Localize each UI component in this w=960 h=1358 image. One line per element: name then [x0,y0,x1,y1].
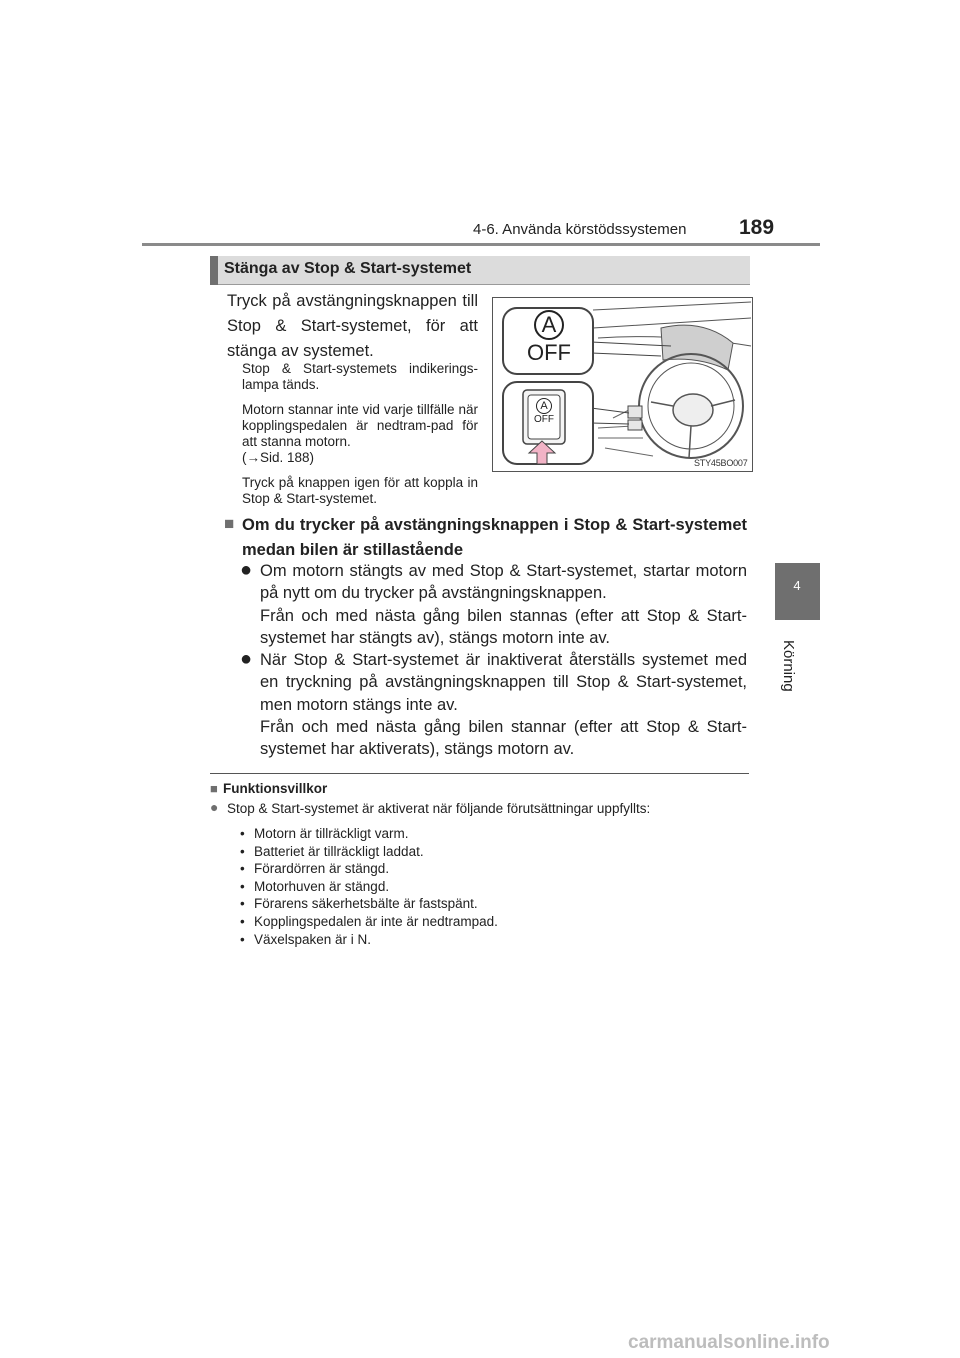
list-item: • Förarens säkerhetsbälte är fastspänt. [240,895,498,913]
list-item: • Batteriet är tillräckligt laddat. [240,843,498,861]
note-engine-stop-text: Motorn stannar inte vid varje tillfälle när kopplingspedalen är nedtram-pad för att stanna motorn. [242,402,478,449]
note-engine-stop [242,402,478,466]
bullet-1-main: Om motorn stängts av med Stop & Start-systemet, startar motorn på nytt om du trycker på avstängningsknappen. [260,562,747,603]
info-divider [210,773,749,774]
header-divider [142,243,820,246]
small-auto-stop-off-icon-label: OFF [534,414,554,425]
bullet-dot-icon: ● [240,559,253,581]
square-bullet-icon: ■ [224,514,235,533]
bullet-dot-icon: ● [240,648,253,670]
list-item: • Förardörren är stängd. [240,860,498,878]
dashboard-illustration [492,297,753,472]
list-item: • Motorhuven är stängd. [240,878,498,896]
section-intro: Tryck på avstängningsknappen till Stop & Start-systemet, för att stänga av systemet. [227,292,478,360]
subsection-title: Om du trycker på avstängningsknappen i Stop & Start-systemet medan bilen är stillastående [242,516,747,559]
bullet-dot-icon: ● [210,799,219,815]
list-item: • Kopplingspedalen är inte är nedtrampad. [240,913,498,931]
bullet-1-continuation: Från och med nästa gång bilen stannas (efter att Stop & Start-systemet har stängts av), stängs motorn inte av. [260,607,747,648]
auto-stop-off-icon-letter: A [534,310,564,340]
figure-code: STY45BO007 [694,458,748,468]
header-section-title: 4-6. Använda körstödssystemen [473,221,687,238]
conditions-list [240,825,498,948]
bullet-2-continuation: Från och med nästa gång bilen stannar (efter att Stop & Start-systemet har aktiverats), stängs motorn av. [260,718,747,759]
note-indicator-lamp: Stop & Start-systemets indikerings-lampa tänds. [242,361,478,392]
small-auto-stop-off-icon [528,398,560,426]
chapter-tab-label: Körning [780,640,797,692]
page-reference: (→Sid. 188) [242,450,315,465]
chapter-tab-number: 4 [793,578,801,593]
bullet-2-main: När Stop & Start-systemet är inaktiverat återställs systemet med en tryckning på avstängningsknappen till Stop & Start-systemet, men motorn stängs inte av. [260,651,747,714]
square-bullet-icon: ■ [210,781,218,796]
auto-stop-off-icon-label: OFF [527,340,571,365]
auto-stop-off-icon [521,310,577,370]
section-title: Stänga av Stop & Start-systemet [224,260,472,277]
watermark: carmanualsonline.info [628,1332,830,1353]
conditions-intro: Stop & Start-systemet är aktiverat när följande förutsättningar uppfyllts: [227,801,651,816]
list-item: • Motorn är tillräckligt varm. [240,825,498,843]
note-reactivate: Tryck på knappen igen för att koppla in Stop & Start-systemet. [242,475,478,506]
small-auto-stop-off-icon-letter: A [536,398,552,414]
page-number: 189 [739,216,775,239]
section-heading-accent [210,256,218,285]
list-item: • Växelspaken är i N. [240,931,498,949]
conditions-title: Funktionsvillkor [223,781,328,796]
